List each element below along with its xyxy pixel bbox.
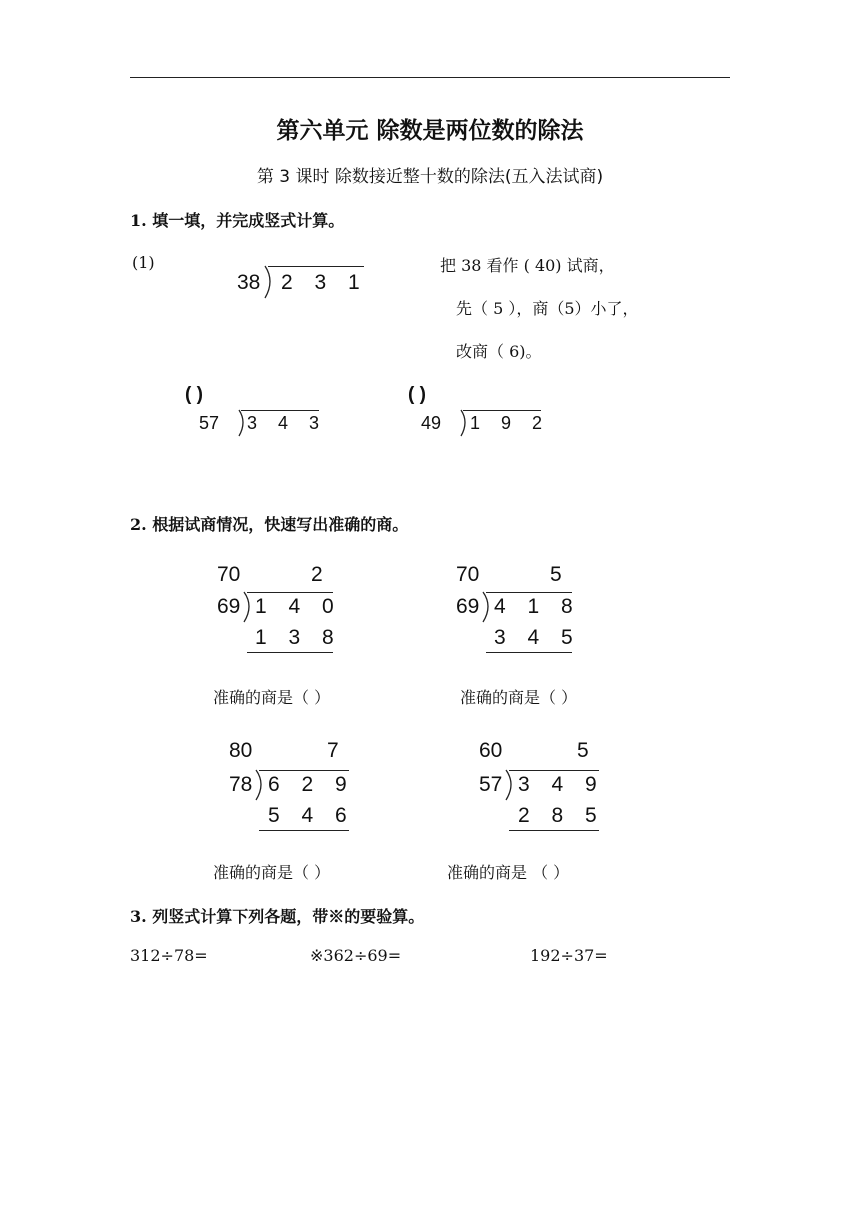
q2-a-divisor: 69 (217, 595, 241, 618)
q2-c-quotient: 7 (327, 739, 339, 762)
q1-main-dividend: 2 3 1 (281, 271, 368, 294)
q2-d-trial-divisor: 60 (479, 739, 503, 762)
q2-a-bar (247, 592, 333, 593)
q1-text-line3: 改商（ 6)。 (456, 342, 542, 361)
q2-b-dividend: 4 1 8 (494, 595, 581, 618)
q2-c-product: 5 4 6 (268, 804, 355, 827)
q2-b-quotient: 5 (550, 563, 562, 586)
q2-d-bracket (503, 768, 517, 802)
q2-d-bar (509, 770, 599, 771)
q1-text-line1: 把 38 看作 ( 40) 试商， (440, 256, 615, 275)
q2-a-quotient: 2 (311, 563, 323, 586)
q2-b-divisor: 69 (456, 595, 480, 618)
q2-c-answer: 准确的商是（ ） (213, 863, 331, 882)
q1-sub2-quotient-blank: ( ) (408, 384, 426, 405)
q2-d-divisor: 57 (479, 773, 503, 796)
q2-a-product-line (247, 652, 333, 653)
q3-heading: 3. 列竖式计算下列各题，带※的要验算。 (130, 907, 425, 926)
q1-sub1-dividend: 3 4 3 (247, 413, 328, 433)
q1-sub2-divisor: 49 (421, 413, 442, 433)
q2-d-answer: 准确的商是 （ ） (447, 863, 570, 882)
q2-b-product: 3 4 5 (494, 626, 581, 649)
q1-sub2-bar (463, 410, 541, 411)
q2-b-trial-divisor: 70 (456, 563, 480, 586)
q2-c-divisor: 78 (229, 773, 253, 796)
q1-sub1-divisor: 57 (199, 413, 220, 433)
q3-problem-1: 312÷78= (130, 946, 208, 965)
page-title: 第六单元 除数是两位数的除法 (276, 118, 584, 144)
q2-c-trial-divisor: 80 (229, 739, 253, 762)
q2-a-dividend: 1 4 0 (255, 595, 342, 618)
q2-heading: 2. 根据试商情况，快速写出准确的商。 (130, 515, 409, 534)
q2-c-bar (259, 770, 349, 771)
q2-b-bar (486, 592, 572, 593)
top-rule (130, 77, 730, 78)
q3-problem-3: 192÷37= (530, 946, 608, 965)
q2-b-answer: 准确的商是（ ） (460, 688, 578, 707)
q2-b-bracket (480, 590, 494, 624)
q2-c-bracket (253, 768, 267, 802)
q1-sub2-bracket (458, 408, 470, 438)
q1-sub1-bar (241, 410, 319, 411)
q2-d-quotient: 5 (577, 739, 589, 762)
q2-d-dividend: 3 4 9 (518, 773, 605, 796)
q1-text-line2: 先（ 5 ），商（5）小了， (456, 299, 639, 318)
q2-c-product-line (259, 830, 349, 831)
q2-a-product: 1 3 8 (255, 626, 342, 649)
q1-main-bracket (262, 264, 276, 300)
q1-main-bar (268, 266, 364, 267)
q1-sub1-quotient-blank: ( ) (185, 384, 203, 405)
q2-a-bracket (241, 590, 255, 624)
q2-b-product-line (486, 652, 572, 653)
q1-heading: 1. 填一填，并完成竖式计算。 (130, 211, 345, 230)
q2-c-dividend: 6 2 9 (268, 773, 355, 796)
q3-problem-2: ※362÷69= (310, 946, 402, 965)
q2-d-product: 2 8 5 (518, 804, 605, 827)
q1-sub2-dividend: 1 9 2 (470, 413, 551, 433)
q2-d-product-line (509, 830, 599, 831)
q2-a-trial-divisor: 70 (217, 563, 241, 586)
q2-a-answer: 准确的商是（ ） (213, 688, 331, 707)
q1-label: (1) (132, 253, 155, 272)
q1-main-divisor: 38 (237, 271, 261, 294)
lesson-subtitle: 第 3 课时 除数接近整十数的除法(五入法试商) (256, 167, 604, 187)
